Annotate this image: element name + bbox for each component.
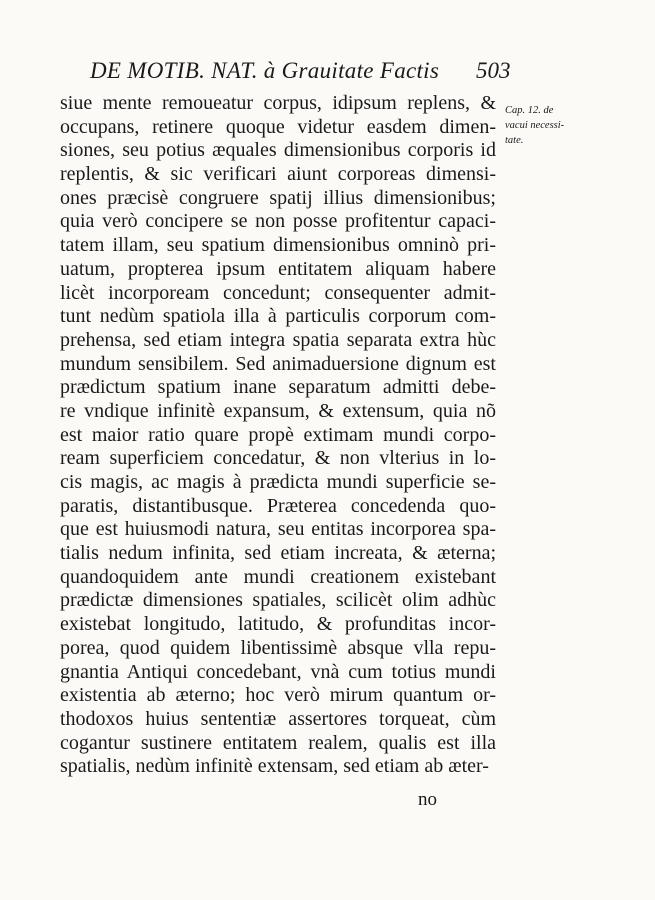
text-line: prehensa, sed etiam integra spatia separata extra hùc xyxy=(60,328,496,351)
text-line: existebat longitudo, latitudo, & profunditas incor- xyxy=(60,613,496,636)
text-line: thodoxos huius sententiæ assertores torqueat, cùm xyxy=(60,707,496,730)
margin-note-line: tate. xyxy=(505,135,524,146)
text-line: est maior ratio quare propè extimam mundi corpo- xyxy=(60,423,496,446)
text-line: cis magis, ac magis à prædicta mundi superficie se- xyxy=(60,471,496,493)
catchword: no xyxy=(418,789,437,810)
margin-note-line: Cap. 12. de xyxy=(505,105,554,116)
running-title: DE MOTIB. NAT. à Grauitate Factis xyxy=(90,58,440,83)
margin-note-line: vacui necessi- xyxy=(505,120,565,131)
text-line: replentis, & sic verificari aiunt corporeas dimensi- xyxy=(60,163,496,186)
text-line: prædictum spatium inane separatum admitti debe- xyxy=(60,376,496,399)
text-line: porea, quod quidem libentissimè absque vlla repu- xyxy=(60,636,496,659)
text-line: spatialis, nedùm infinitè extensam, sed etiam ab æter- xyxy=(60,755,489,778)
text-line: paratis, distantibusque. Præterea concedenda quo- xyxy=(60,494,496,517)
text-line: occupans, retinere quoque videtur easdem dimen- xyxy=(60,115,496,138)
text-line: gnantia Antiqui concedebant, vnà cum totius mundi xyxy=(60,660,496,683)
text-line: tatem illam, seu spatium dimensionibus omninò pri- xyxy=(60,234,496,257)
text-line: existentia ab æterno; hoc verò mirum quantum or- xyxy=(60,684,496,707)
page-number: 503 xyxy=(476,58,511,83)
text-line: siones, seu potius æquales dimensionibus corporis id xyxy=(60,139,496,162)
text-line: tialis nedum infinita, sed etiam increata, & æterna; xyxy=(60,542,496,565)
text-line: prædictæ dimensiones spatiales, scilicèt olim adhùc xyxy=(60,589,496,612)
text-line: ream superficiem concedatur, & non vlterius in lo- xyxy=(60,447,496,470)
body-text xyxy=(60,92,496,779)
text-line: mundum sensibilem. Sed animaduersione dignum est xyxy=(60,352,496,375)
text-line: cogantur sustinere entitatem realem, qualis est illa xyxy=(60,731,496,754)
text-line: siue mente remoueatur corpus, idipsum replens, & xyxy=(60,92,496,114)
text-line: re vndique infinitè expansum, & extensum, quia nõ xyxy=(60,399,496,422)
text-line: quia verò concipere se non posse profitentur capaci- xyxy=(60,210,496,233)
margin-note xyxy=(505,103,597,148)
text-line: ones præcisè congruere spatij illius dimensionibus; xyxy=(60,186,496,209)
text-line: tunt nedùm spatiola illa à particulis corporum com- xyxy=(60,305,496,328)
text-line: uatum, propterea ipsum entitatem aliquam habere xyxy=(60,257,496,280)
text-line: licèt incorpoream concedunt; consequenter admit- xyxy=(60,281,496,304)
text-line: que est huiusmodi natura, seu entitas incorporea spa- xyxy=(60,518,496,541)
text-line: quandoquidem ante mundi creationem existebant xyxy=(60,565,496,588)
